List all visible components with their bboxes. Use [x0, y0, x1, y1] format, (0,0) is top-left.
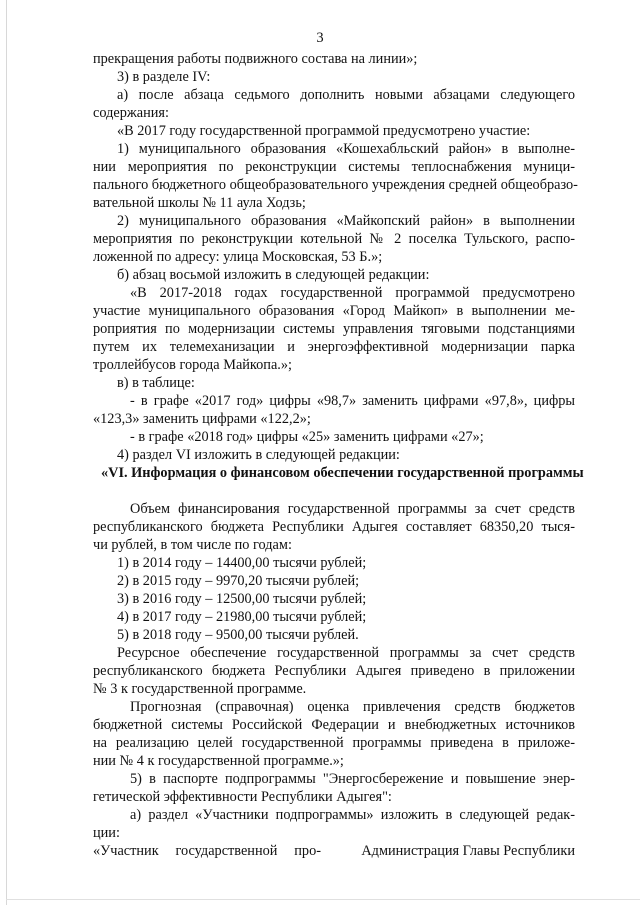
text-line: - в графе «2018 год» цифры «25» заменить цифрами «27»;: [130, 429, 484, 445]
text-line: 1) муниципального образования «Кошехабльский район» в выполне-: [117, 141, 575, 157]
text-line: троллейбусов города Майкопа.»;: [93, 357, 292, 373]
list-item: 5) в 2018 году – 9500,00 тысячи рублей.: [117, 627, 359, 643]
text-line: «В 2017 году государственной программой предусмотрено участие:: [117, 123, 531, 139]
text-line: а) раздел «Участники подпрограммы» изложить в следующей редак-: [130, 807, 575, 823]
text-line: ложенной по адресу: улица Московская, 53 Б.»;: [93, 249, 383, 265]
text-line: республиканского бюджета Республики Адыгея составляет 68350,20 тыся-: [93, 519, 575, 535]
table-cell-word: «Участник: [93, 843, 159, 859]
text-line: Ресурсное обеспечение государственной программы за счет средств: [117, 645, 575, 661]
text-line: гетической эффективности Республики Адыгея":: [93, 789, 392, 805]
text-line: № 3 к государственной программе.: [93, 681, 307, 697]
text-line: Объем финансирования государственной программы за счет средств: [130, 501, 575, 517]
text-line: содержания:: [93, 105, 169, 121]
text-line: «123,3» заменить цифрами «122,2»;: [93, 411, 311, 427]
text-line: в) в таблице:: [117, 375, 195, 391]
text-line: «В 2017-2018 годах государственной программой предусмотрено: [130, 285, 575, 301]
page-edge-left: [6, 0, 7, 905]
table-row: [93, 842, 575, 860]
text-line: - в графе «2017 год» цифры «98,7» заменить цифрами «97,8», цифры: [130, 393, 575, 409]
text-line: 2) муниципального образования «Майкопский район» в выполнении: [117, 213, 575, 229]
text-line: мероприятия по реконструкции котельной № 2 поселка Тульского, распо-: [93, 231, 575, 247]
text-line: вательной школы № 11 аула Ходзь;: [93, 195, 306, 211]
list-item: 3) в 2016 году – 12500,00 тысячи рублей;: [117, 591, 367, 607]
text-line: 5) в паспорте подпрограммы "Энергосбережение и повышение энер-: [130, 771, 575, 787]
text-line: ции:: [93, 825, 120, 841]
text-line: нии мероприятия по реконструкции системы теплоснабжения муници-: [93, 159, 575, 175]
text-line: а) после абзаца седьмого дополнить новыми абзацами следующего: [117, 87, 575, 103]
table-cell-left: [93, 842, 321, 860]
text-line: чи рублей, в том числе по годам:: [93, 537, 292, 553]
list-item: 2) в 2015 году – 9970,20 тысячи рублей;: [117, 573, 360, 589]
text-line: 4) раздел VI изложить в следующей редакции:: [117, 447, 400, 463]
list-item: 1) в 2014 году – 14400,00 тысячи рублей;: [117, 555, 367, 571]
table-cell-word: про-: [294, 843, 321, 859]
text-line: республиканского бюджета Республики Адыгея приведено в приложении: [93, 663, 575, 679]
text-line: нии № 4 к государственной программе.»;: [93, 753, 344, 769]
section-heading: «VI. Информация о финансовом обеспечении государственной программы: [101, 465, 584, 481]
text-line: Прогнозная (справочная) оценка привлечения средств бюджетов: [130, 699, 575, 715]
document-body: [93, 50, 584, 860]
page-number: 3: [316, 30, 324, 46]
table-cell-word: государственной: [175, 843, 278, 859]
text-line: б) абзац восьмой изложить в следующей редакции:: [117, 267, 430, 283]
text-line: 3) в разделе IV:: [117, 69, 211, 85]
page-edge-bottom: [6, 899, 640, 900]
text-line: участие муниципального образования «Город Майкоп» в выполнении ме-: [93, 303, 575, 319]
text-line: бюджетной системы Российской Федерации и внебюджетных источников: [93, 717, 575, 733]
text-line: на реализацию целей государственной программы приведена в приложе-: [93, 735, 575, 751]
text-line: пального бюджетного общеобразовательного учреждения средней общеобразо-: [93, 177, 578, 193]
text-line: прекращения работы подвижного состава на линии»;: [93, 51, 418, 67]
blank-line: [93, 482, 575, 500]
text-line: роприятия по модернизации системы управления тяговыми подстанциями: [93, 321, 575, 337]
list-item: 4) в 2017 году – 21980,00 тысячи рублей;: [117, 609, 367, 625]
table-cell-right: Администрация Главы Республики: [361, 843, 575, 859]
text-line: путем их телемеханизации и энергоэффективной модернизации парка: [93, 339, 575, 355]
